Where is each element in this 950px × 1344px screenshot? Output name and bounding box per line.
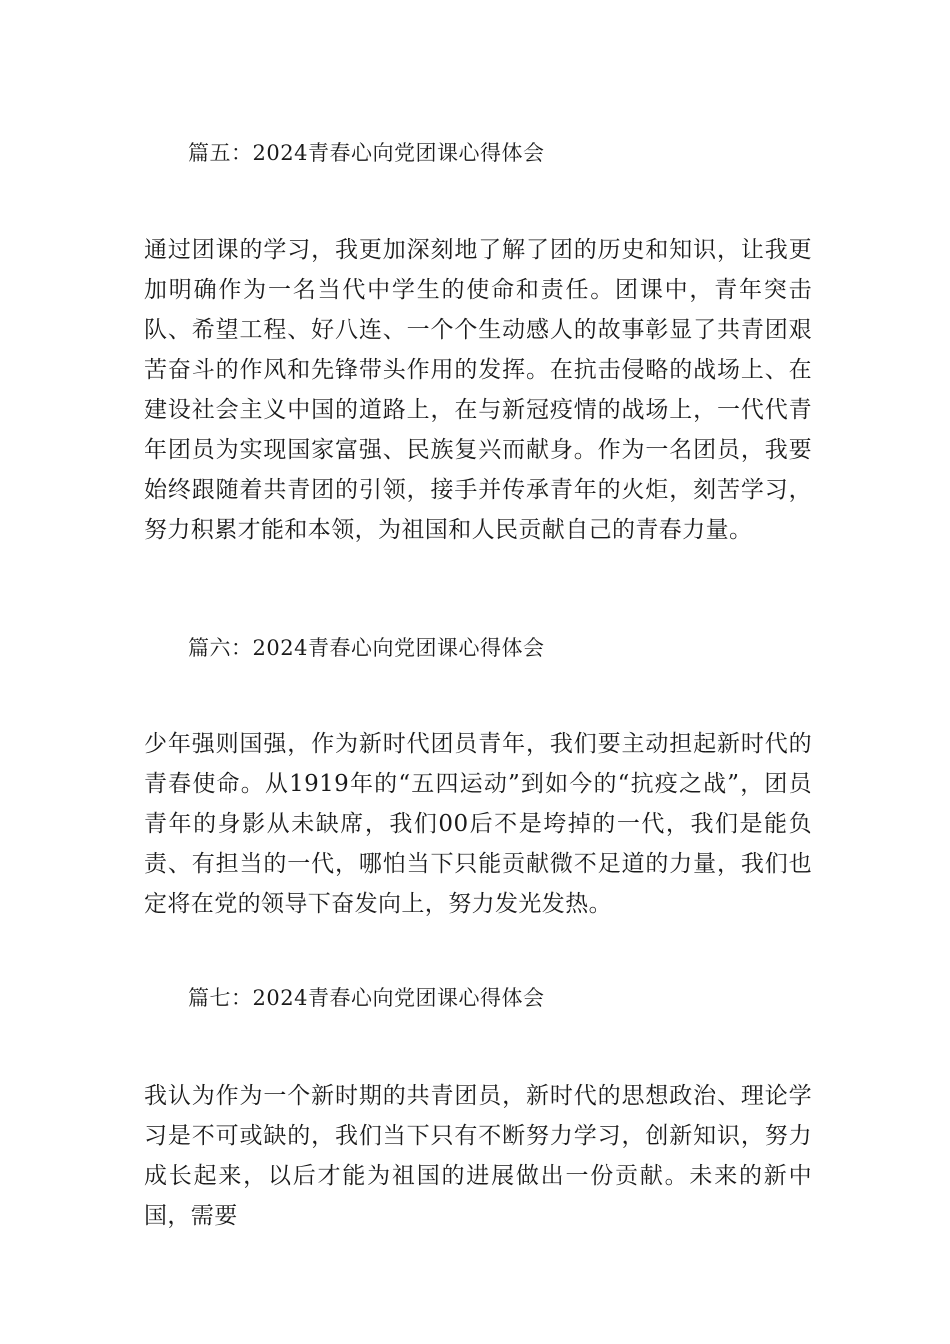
section-5-heading: 篇五：2024青春心向党团课心得体会	[188, 141, 545, 165]
section-6-body: 少年强则国强，作为新时代团员青年，我们要主动担起新时代的青春使命。从1919年的“五四运动”到如今的“抗疫之战”，团员青年的身影从未缺席，我们00后不是垮掉的一代，我们是能负责、有担当的一代，哪怕当下只能贡献微不足道的力量，我们也定将在党的领导下奋发向上，努力发光发热。	[144, 731, 812, 917]
section-6-heading: 篇六：2024青春心向党团课心得体会	[188, 636, 545, 660]
section-7-heading: 篇七：2024青春心向党团课心得体会	[188, 986, 545, 1010]
section-5-body: 通过团课的学习，我更加深刻地了解了团的历史和知识，让我更加明确作为一名当代中学生的使命和责任。团课中，青年突击队、希望工程、好八连、一个个生动感人的故事彰显了共青团艰苦奋斗的作风和先锋带头作用的发挥。在抗击侵略的战场上、在建设社会主义中国的道路上，在与新冠疫情的战场上，一代代青年团员为实现国家富强、民族复兴而献身。作为一名团员，我要始终跟随着共青团的引领，接手并传承青年的火炬，刻苦学习，努力积累才能和本领，为祖国和人民贡献自己的青春力量。	[144, 237, 812, 543]
section-7-body: 我认为作为一个新时期的共青团员，新时代的思想政治、理论学习是不可或缺的，我们当下只有不断努力学习，创新知识，努力成长起来，以后才能为祖国的进展做出一份贡献。未来的新中国，需要	[144, 1083, 812, 1229]
